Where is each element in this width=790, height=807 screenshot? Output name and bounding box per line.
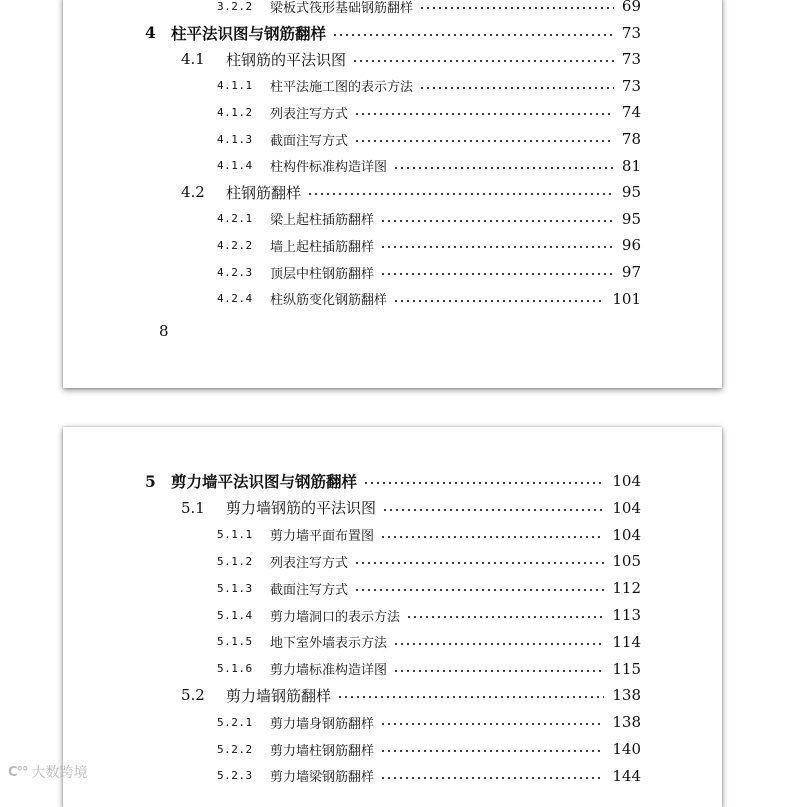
dot-leader bbox=[393, 643, 604, 645]
toc-entry-page: 74 bbox=[621, 103, 641, 122]
toc-entry[interactable] bbox=[217, 548, 641, 574]
toc-entry-page: 101 bbox=[612, 289, 641, 308]
dot-leader bbox=[380, 777, 604, 779]
dot-leader bbox=[380, 273, 614, 275]
toc-entry-page: 138 bbox=[612, 686, 641, 705]
toc-entry-number: 5.1 bbox=[181, 498, 205, 517]
toc-entry-page: 95 bbox=[621, 209, 641, 228]
toc-entry[interactable] bbox=[181, 495, 641, 521]
dot-leader bbox=[363, 482, 604, 484]
toc-entry-title: 列表注写方式 bbox=[270, 555, 349, 571]
dot-leader bbox=[380, 750, 604, 752]
toc-entry-number: 4.2.4 bbox=[217, 292, 253, 306]
dot-leader bbox=[393, 167, 614, 169]
dot-leader bbox=[380, 220, 614, 222]
dot-leader bbox=[382, 509, 604, 511]
toc-entry-number: 5.1.4 bbox=[217, 608, 253, 622]
toc-entry-number: 4.2.3 bbox=[217, 265, 253, 279]
toc-page-1 bbox=[63, 0, 722, 388]
toc-entry-title: 柱平法施工图的表示方法 bbox=[270, 80, 414, 96]
toc-entry-title: 柱钢筋的平法识图 bbox=[226, 50, 347, 69]
toc-entry[interactable] bbox=[181, 682, 641, 708]
watermark bbox=[8, 762, 88, 782]
toc-entry-title: 柱平法识图与钢筋翻样 bbox=[171, 24, 327, 43]
toc-entry-page: 138 bbox=[612, 713, 641, 732]
toc-entry-number: 4 bbox=[145, 23, 156, 43]
toc-entry-title: 剪力墙柱钢筋翻样 bbox=[270, 743, 375, 759]
toc-entry[interactable] bbox=[217, 126, 641, 152]
dot-leader bbox=[337, 696, 604, 698]
toc-entry[interactable] bbox=[181, 179, 641, 205]
watermark-logo-icon: C°° bbox=[8, 764, 28, 780]
toc-entry[interactable] bbox=[217, 153, 641, 179]
toc-entry[interactable] bbox=[217, 0, 641, 19]
dot-leader bbox=[354, 562, 604, 564]
dot-leader bbox=[354, 140, 614, 142]
toc-page-2 bbox=[63, 427, 722, 807]
toc-entry-title: 梁板式筏形基础钢筋翻样 bbox=[270, 0, 414, 16]
dot-leader bbox=[419, 87, 614, 89]
toc-entry-title: 剪力墙洞口的表示方法 bbox=[270, 609, 401, 625]
toc-entry-title: 截面注写方式 bbox=[270, 133, 349, 149]
toc-entry-title: 柱钢筋翻样 bbox=[226, 183, 302, 202]
toc-entry-title: 剪力墙身钢筋翻样 bbox=[270, 716, 375, 732]
toc-entry-title: 柱构件标准构造详图 bbox=[270, 160, 388, 176]
toc-entry-title: 剪力墙钢筋翻样 bbox=[226, 686, 332, 705]
toc-entry-number: 4.2.2 bbox=[217, 238, 253, 252]
toc-entry-page: 78 bbox=[621, 130, 641, 148]
toc-entry-page: 105 bbox=[612, 552, 641, 571]
toc-entry[interactable] bbox=[181, 46, 641, 72]
toc-entry[interactable] bbox=[145, 468, 641, 494]
toc-entry-number: 4.1.1 bbox=[217, 79, 253, 93]
toc-entry-number: 4.1 bbox=[181, 50, 205, 69]
dot-leader bbox=[393, 300, 604, 302]
toc-entry-page: 104 bbox=[612, 525, 641, 544]
toc-entry-page: 73 bbox=[621, 50, 641, 69]
toc-entry[interactable] bbox=[217, 99, 641, 125]
dot-leader bbox=[380, 246, 614, 248]
toc-entry-number: 4.1.4 bbox=[217, 159, 253, 173]
watermark-text: 大数跨境 bbox=[31, 765, 88, 781]
toc-entry-title: 墙上起柱插筋翻样 bbox=[270, 239, 375, 255]
toc-entry-page: 96 bbox=[621, 236, 641, 255]
toc-entry-title: 顶层中柱钢筋翻样 bbox=[270, 266, 375, 282]
toc-entry-page: 113 bbox=[612, 606, 641, 624]
toc-entry[interactable] bbox=[217, 73, 641, 99]
toc-entry-title: 地下室外墙表示方法 bbox=[270, 636, 388, 652]
toc-entry-number: 5.1.5 bbox=[217, 635, 253, 649]
dot-leader bbox=[380, 536, 604, 538]
toc-entry-number: 5.1.2 bbox=[217, 554, 253, 568]
dot-leader bbox=[332, 34, 614, 36]
toc-entry-number: 5.2.3 bbox=[217, 769, 253, 783]
dot-leader bbox=[380, 723, 604, 725]
toc-entry-title: 剪力墙梁钢筋翻样 bbox=[270, 770, 375, 786]
toc-entry-title: 梁上起柱插筋翻样 bbox=[270, 213, 375, 229]
toc-entry-number: 5 bbox=[145, 471, 156, 491]
toc-entry-number: 5.1.6 bbox=[217, 662, 253, 676]
toc-entry-page: 144 bbox=[612, 766, 641, 785]
dot-leader bbox=[352, 60, 614, 62]
toc-entry-page: 112 bbox=[612, 579, 641, 598]
toc-entry[interactable] bbox=[217, 602, 641, 628]
toc-entry-page: 81 bbox=[621, 156, 641, 175]
toc-entry-number: 5.2 bbox=[181, 686, 205, 705]
toc-entry-number: 5.2.1 bbox=[217, 715, 253, 729]
toc-entry-page: 73 bbox=[621, 76, 641, 95]
dot-leader bbox=[406, 616, 604, 618]
toc-entry-number: 5.2.2 bbox=[217, 742, 253, 756]
toc-entry-number: 4.2 bbox=[181, 183, 205, 202]
toc-entry[interactable] bbox=[217, 629, 641, 655]
toc-entry-page: 140 bbox=[612, 740, 641, 758]
toc-entry-page: 97 bbox=[621, 263, 641, 281]
toc-entry-page: 104 bbox=[612, 498, 641, 517]
toc-entry-page: 114 bbox=[612, 632, 641, 651]
toc-entry[interactable] bbox=[217, 575, 641, 601]
dot-leader bbox=[354, 113, 614, 115]
toc-entry-number: 4.1.2 bbox=[217, 105, 253, 119]
dot-leader bbox=[393, 670, 604, 672]
page-number: 8 bbox=[159, 322, 169, 340]
toc-entry[interactable] bbox=[217, 286, 641, 312]
toc-entry-number: 4.1.3 bbox=[217, 132, 253, 146]
toc-entry-number: 4.2.1 bbox=[217, 212, 253, 226]
toc-entry-page: 69 bbox=[621, 0, 641, 15]
toc-entry-title: 剪力墙平法识图与钢筋翻样 bbox=[171, 473, 358, 491]
toc-entry[interactable] bbox=[217, 259, 641, 285]
toc-entry-number: 3.2.2 bbox=[217, 0, 253, 13]
toc-entry-title: 剪力墙平面布置图 bbox=[270, 529, 375, 545]
toc-entry-title: 剪力墙标准构造详图 bbox=[270, 663, 388, 679]
toc-entry[interactable] bbox=[217, 206, 641, 232]
toc-entry[interactable] bbox=[217, 522, 641, 548]
toc-entry[interactable] bbox=[217, 709, 641, 735]
toc-entry-page: 104 bbox=[612, 472, 641, 490]
dot-leader bbox=[354, 589, 604, 591]
toc-entry[interactable] bbox=[217, 763, 641, 789]
toc-entry-title: 截面注写方式 bbox=[270, 582, 349, 598]
toc-entry[interactable] bbox=[217, 736, 641, 762]
toc-entry-page: 95 bbox=[621, 183, 641, 202]
toc-entry-title: 列表注写方式 bbox=[270, 106, 349, 122]
toc-entry-page: 73 bbox=[621, 23, 641, 42]
toc-entry[interactable] bbox=[217, 232, 641, 258]
toc-entry[interactable] bbox=[217, 656, 641, 682]
toc-entry-number: 5.1.3 bbox=[217, 581, 253, 595]
toc-entry[interactable] bbox=[145, 20, 641, 46]
dot-leader bbox=[307, 193, 614, 195]
toc-entry-number: 5.1.1 bbox=[217, 528, 253, 542]
toc-entry-title: 剪力墙钢筋的平法识图 bbox=[226, 499, 377, 518]
dot-leader bbox=[419, 7, 614, 9]
toc-entry-page: 115 bbox=[612, 659, 641, 678]
toc-entry-title: 柱纵筋变化钢筋翻样 bbox=[270, 293, 388, 309]
